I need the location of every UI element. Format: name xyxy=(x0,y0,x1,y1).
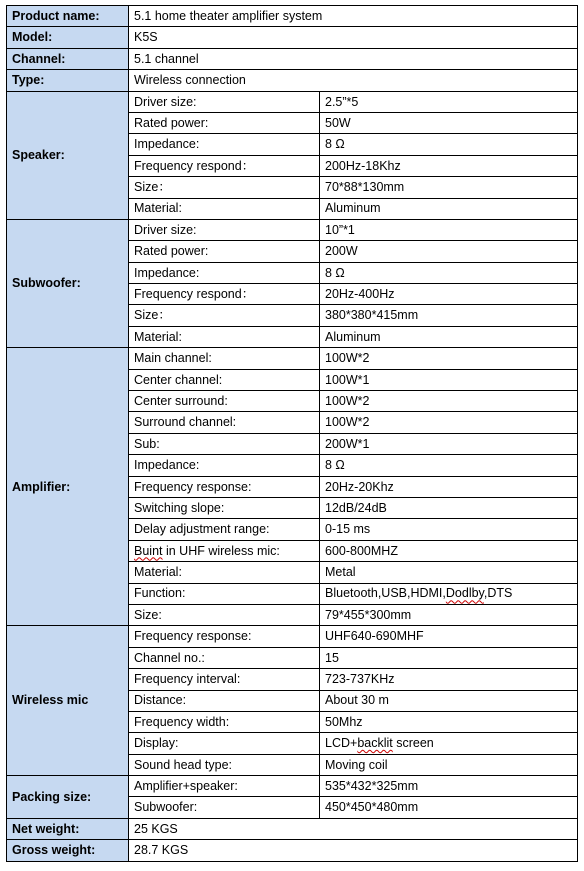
spec-key: Material: xyxy=(129,198,320,219)
row-value: 5.1 channel xyxy=(129,48,578,69)
spec-key: Size： xyxy=(129,305,320,326)
spec-value: 600-800MHZ xyxy=(320,540,578,561)
spec-value: 50Mhz xyxy=(320,711,578,732)
spec-key: Buint in UHF wireless mic: xyxy=(129,540,320,561)
spec-key: Frequency respond： xyxy=(129,155,320,176)
spec-value: Moving coil xyxy=(320,754,578,775)
spec-key: Sound head type: xyxy=(129,754,320,775)
spec-key: Switching slope: xyxy=(129,497,320,518)
row-label: Net weight: xyxy=(7,818,129,839)
row-value: 28.7 KGS xyxy=(129,840,578,861)
spec-value: 200Hz-18Khz xyxy=(320,155,578,176)
spec-value: Bluetooth,USB,HDMI,Dodlby,DTS xyxy=(320,583,578,604)
spec-key: Main channel: xyxy=(129,348,320,369)
spec-value: 100W*2 xyxy=(320,348,578,369)
spec-row-speaker-driver-size xyxy=(7,91,578,112)
group-label-wireless-mic: Wireless mic xyxy=(7,626,129,776)
spec-value: 20Hz-400Hz xyxy=(320,284,578,305)
spec-row-net-weight xyxy=(7,818,578,839)
spec-key: Driver size: xyxy=(129,219,320,240)
spec-value: 15 xyxy=(320,647,578,668)
spec-value: 8 Ω xyxy=(320,455,578,476)
spec-key: Center surround: xyxy=(129,391,320,412)
spec-value: Aluminum xyxy=(320,198,578,219)
spec-value: 723-737KHz xyxy=(320,669,578,690)
row-label: Product name: xyxy=(7,6,129,27)
spec-key: Channel no.: xyxy=(129,647,320,668)
spec-value: 12dB/24dB xyxy=(320,497,578,518)
spec-key: Subwoofer: xyxy=(129,797,320,818)
row-label: Gross weight: xyxy=(7,840,129,861)
spec-value: Metal xyxy=(320,562,578,583)
spec-row-gross-weight xyxy=(7,840,578,861)
spec-row-subwoofer-driver-size xyxy=(7,219,578,240)
spec-key: Function: xyxy=(129,583,320,604)
spec-key: Impedance: xyxy=(129,455,320,476)
spec-value: 100W*2 xyxy=(320,391,578,412)
spec-value: 79*455*300mm xyxy=(320,604,578,625)
spec-value: 450*450*480mm xyxy=(320,797,578,818)
spec-value: 50W xyxy=(320,112,578,133)
spec-value: 535*432*325mm xyxy=(320,776,578,797)
row-label: Channel: xyxy=(7,48,129,69)
spec-value: 0-15 ms xyxy=(320,519,578,540)
spec-row-model xyxy=(7,27,578,48)
spec-key: Impedance: xyxy=(129,262,320,283)
spec-row-product-name xyxy=(7,6,578,27)
spec-value: LCD+backlit screen xyxy=(320,733,578,754)
spec-value: 8 Ω xyxy=(320,262,578,283)
spec-row-packing-size-amplifier-speaker xyxy=(7,776,578,797)
spec-key: Rated power: xyxy=(129,241,320,262)
spec-key: Amplifier+speaker: xyxy=(129,776,320,797)
spec-key: Size: xyxy=(129,604,320,625)
spec-key: Delay adjustment range: xyxy=(129,519,320,540)
spelling-mark: Dodlby xyxy=(445,586,484,601)
spec-value: 20Hz-20Khz xyxy=(320,476,578,497)
group-label-subwoofer: Subwoofer: xyxy=(7,219,129,347)
row-value: 5.1 home theater amplifier system xyxy=(129,6,578,27)
spelling-mark: Buint xyxy=(134,543,163,558)
spec-table xyxy=(6,5,578,862)
spec-table-body xyxy=(7,6,578,862)
spec-value: 10”*1 xyxy=(320,219,578,240)
spec-value: 8 Ω xyxy=(320,134,578,155)
spec-key: Distance: xyxy=(129,690,320,711)
spec-row-wireless-mic-frequency-response xyxy=(7,626,578,647)
spec-value: 2.5”*5 xyxy=(320,91,578,112)
spec-key: Frequency response: xyxy=(129,476,320,497)
row-label: Model: xyxy=(7,27,129,48)
spec-value: 100W*1 xyxy=(320,369,578,390)
spec-row-type xyxy=(7,70,578,91)
spec-value: Aluminum xyxy=(320,326,578,347)
spec-key: Rated power: xyxy=(129,112,320,133)
spec-value: 200W xyxy=(320,241,578,262)
spec-key: Frequency interval: xyxy=(129,669,320,690)
spec-key: Center channel: xyxy=(129,369,320,390)
spec-key: Frequency width: xyxy=(129,711,320,732)
spec-key: Sub: xyxy=(129,433,320,454)
group-label-packing-size: Packing size: xyxy=(7,776,129,819)
spec-key: Material: xyxy=(129,326,320,347)
spec-row-channel xyxy=(7,48,578,69)
spec-key: Driver size: xyxy=(129,91,320,112)
spec-key: Frequency response: xyxy=(129,626,320,647)
spec-value: 70*88*130mm xyxy=(320,177,578,198)
spec-key: Impedance: xyxy=(129,134,320,155)
spelling-mark: backlit xyxy=(357,736,393,751)
spec-key: Frequency respond： xyxy=(129,284,320,305)
spec-value: 100W*2 xyxy=(320,412,578,433)
spec-key: Material: xyxy=(129,562,320,583)
spec-key: Surround channel: xyxy=(129,412,320,433)
spec-value: UHF640-690MHF xyxy=(320,626,578,647)
group-label-speaker: Speaker: xyxy=(7,91,129,219)
spec-value: 380*380*415mm xyxy=(320,305,578,326)
row-value: 25 KGS xyxy=(129,818,578,839)
row-value: K5S xyxy=(129,27,578,48)
spec-value: About 30 m xyxy=(320,690,578,711)
row-label: Type: xyxy=(7,70,129,91)
spec-key: Size： xyxy=(129,177,320,198)
group-label-amplifier: Amplifier: xyxy=(7,348,129,626)
spec-row-amplifier-main-channel xyxy=(7,348,578,369)
spec-key: Display: xyxy=(129,733,320,754)
spec-value: 200W*1 xyxy=(320,433,578,454)
row-value: Wireless connection xyxy=(129,70,578,91)
